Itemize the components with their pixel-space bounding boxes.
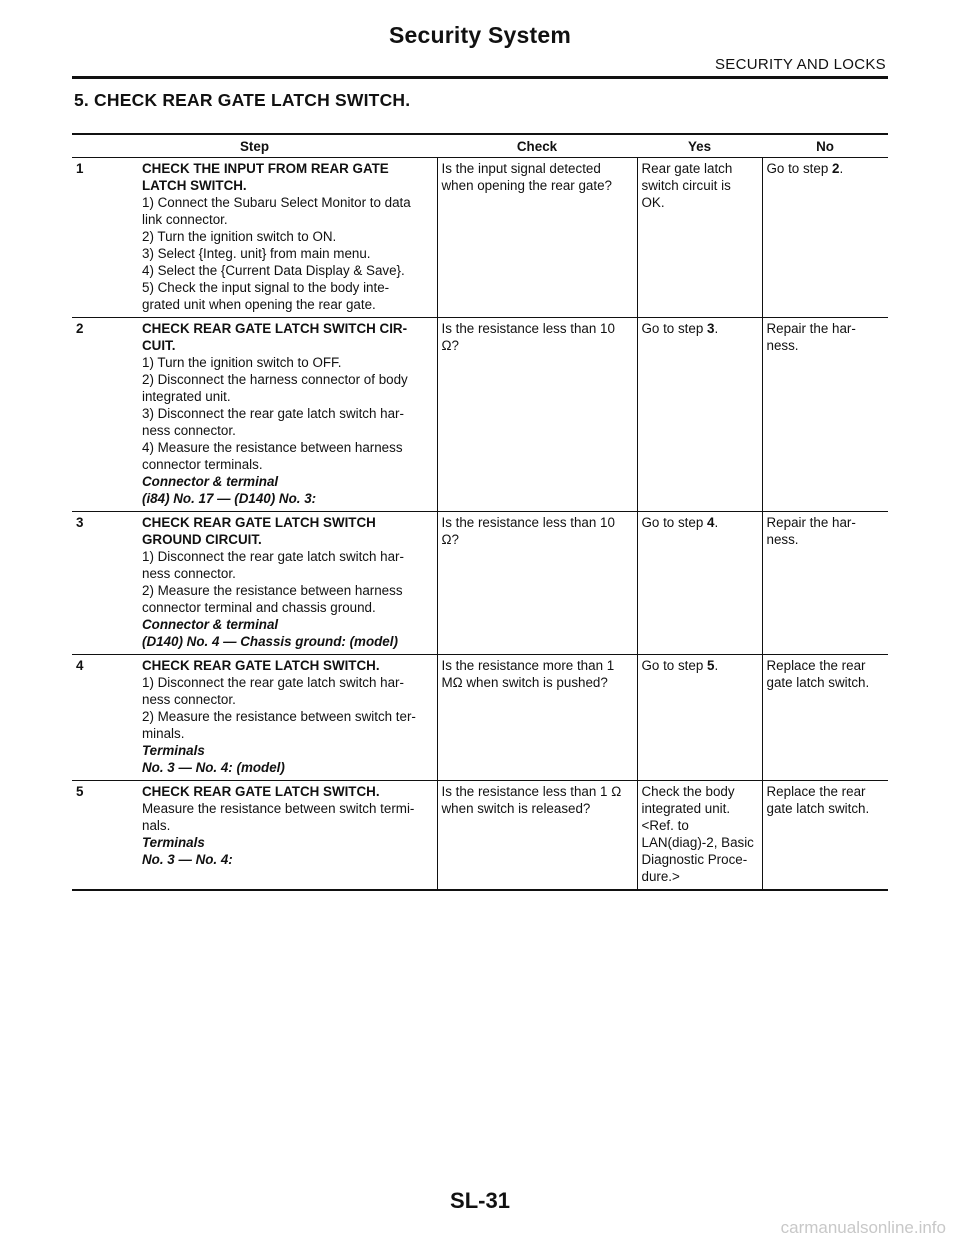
header-rule (72, 76, 888, 79)
spec-value: No. 3 — No. 4: (142, 852, 233, 867)
step-title: CHECK REAR GATE LATCH SWITCH. (142, 784, 380, 799)
yes-text: Go to step (641, 658, 708, 673)
step-link[interactable]: 3 (707, 321, 715, 336)
check-cell: Is the resistance less than 10 Ω? (437, 318, 637, 512)
step-title-cont: GROUND CIRCUIT. (142, 532, 262, 547)
table-row (72, 318, 888, 512)
step-line: 2) Measure the resistance between harness (142, 583, 403, 598)
step-line: 4) Select the {Current Data Display & Save}. (142, 263, 405, 278)
step-cell (72, 781, 437, 891)
step-line: connector terminal and chassis ground. (142, 600, 376, 615)
step-number: 4 (76, 658, 84, 673)
step-line: 1) Disconnect the rear gate latch switch har- (142, 549, 404, 564)
yes-text: . (714, 321, 719, 336)
step-cell (72, 158, 437, 318)
step-line: 1) Turn the ignition switch to OFF. (142, 355, 342, 370)
yes-text: Go to step (641, 515, 708, 530)
no-cell (762, 158, 888, 318)
step-link[interactable]: 5 (707, 658, 715, 673)
yes-text: Go to step (641, 321, 708, 336)
check-cell: Is the resistance less than 10 Ω? (437, 512, 637, 655)
procedure-heading: 5. CHECK REAR GATE LATCH SWITCH. (74, 90, 411, 110)
check-cell: Is the input signal detected when opening the rear gate? (437, 158, 637, 318)
spec-value: (D140) No. 4 — Chassis ground: (model) (142, 634, 398, 649)
step-title: CHECK REAR GATE LATCH SWITCH CIR- (142, 321, 408, 336)
step-title: CHECK REAR GATE LATCH SWITCH. (142, 658, 380, 673)
step-line: 4) Measure the resistance between harness (142, 440, 403, 455)
column-header-check: Check (437, 134, 637, 158)
table-row (72, 158, 888, 318)
yes-cell: Rear gate latch switch circuit is OK. (637, 158, 762, 318)
yes-cell[interactable]: Check the body integrated unit. <Ref. to LAN(diag)-2, Basic Diagnostic Proce- dure.> (637, 781, 762, 891)
step-number: 1 (76, 161, 84, 176)
step-line: nals. (142, 818, 171, 833)
step-line: 3) Disconnect the rear gate latch switch har- (142, 406, 404, 421)
step-line: 5) Check the input signal to the body inte- (142, 280, 390, 295)
spec-label: Terminals (142, 835, 205, 850)
spec-value: (i84) No. 17 — (D140) No. 3: (142, 491, 317, 506)
step-line: integrated unit. (142, 389, 231, 404)
step-line: Measure the resistance between switch termi- (142, 801, 415, 816)
step-title: CHECK THE INPUT FROM REAR GATE (142, 161, 389, 176)
no-cell: Repair the har- ness. (762, 512, 888, 655)
section-label: SECURITY AND LOCKS (714, 56, 886, 73)
step-title-cont: LATCH SWITCH. (142, 178, 247, 193)
no-cell: Replace the rear gate latch switch. (762, 655, 888, 781)
spec-label: Terminals (142, 743, 205, 758)
spec-label: Connector & terminal (142, 617, 279, 632)
step-line: 3) Select {Integ. unit} from main menu. (142, 246, 371, 261)
step-cell (72, 512, 437, 655)
spec-value: No. 3 — No. 4: (model) (142, 760, 285, 775)
check-cell: Is the resistance more than 1 MΩ when switch is pushed? (437, 655, 637, 781)
step-number: 3 (76, 515, 84, 530)
step-line: ness connector. (142, 423, 236, 438)
watermark: carmanualsonline.info (780, 1218, 946, 1237)
diagnostic-table (72, 133, 888, 891)
table-header-row (72, 134, 888, 158)
table-row (72, 781, 888, 891)
step-line: grated unit when opening the rear gate. (142, 297, 376, 312)
no-text: Go to step (766, 161, 833, 176)
step-link[interactable]: 2 (832, 161, 840, 176)
yes-cell (637, 512, 762, 655)
page-title: Security System (389, 22, 571, 48)
column-header-yes: Yes (637, 134, 762, 158)
step-number: 5 (76, 784, 84, 799)
table-row (72, 512, 888, 655)
step-link[interactable]: 4 (707, 515, 715, 530)
step-line: minals. (142, 726, 185, 741)
step-line: 2) Measure the resistance between switch ter- (142, 709, 416, 724)
yes-text: . (714, 658, 719, 673)
column-header-no: No (762, 134, 888, 158)
spec-label: Connector & terminal (142, 474, 279, 489)
yes-text: . (714, 515, 719, 530)
table-row (72, 655, 888, 781)
yes-cell (637, 655, 762, 781)
no-text: . (839, 161, 844, 176)
no-cell: Replace the rear gate latch switch. (762, 781, 888, 891)
step-line: 1) Disconnect the rear gate latch switch har- (142, 675, 404, 690)
no-cell: Repair the har- ness. (762, 318, 888, 512)
step-title-cont: CUIT. (142, 338, 176, 353)
step-title: CHECK REAR GATE LATCH SWITCH (142, 515, 376, 530)
page-number: SL-31 (450, 1188, 510, 1213)
step-line: 2) Disconnect the harness connector of body (142, 372, 408, 387)
column-header-step: Step (72, 134, 437, 158)
step-line: link connector. (142, 212, 228, 227)
yes-cell (637, 318, 762, 512)
step-number: 2 (76, 321, 84, 336)
step-line: 2) Turn the ignition switch to ON. (142, 229, 337, 244)
step-line: ness connector. (142, 692, 236, 707)
step-line: ness connector. (142, 566, 236, 581)
step-line: connector terminals. (142, 457, 263, 472)
check-cell: Is the resistance less than 1 Ω when switch is released? (437, 781, 637, 891)
step-cell (72, 655, 437, 781)
step-cell (72, 318, 437, 512)
step-line: 1) Connect the Subaru Select Monitor to data (142, 195, 411, 210)
